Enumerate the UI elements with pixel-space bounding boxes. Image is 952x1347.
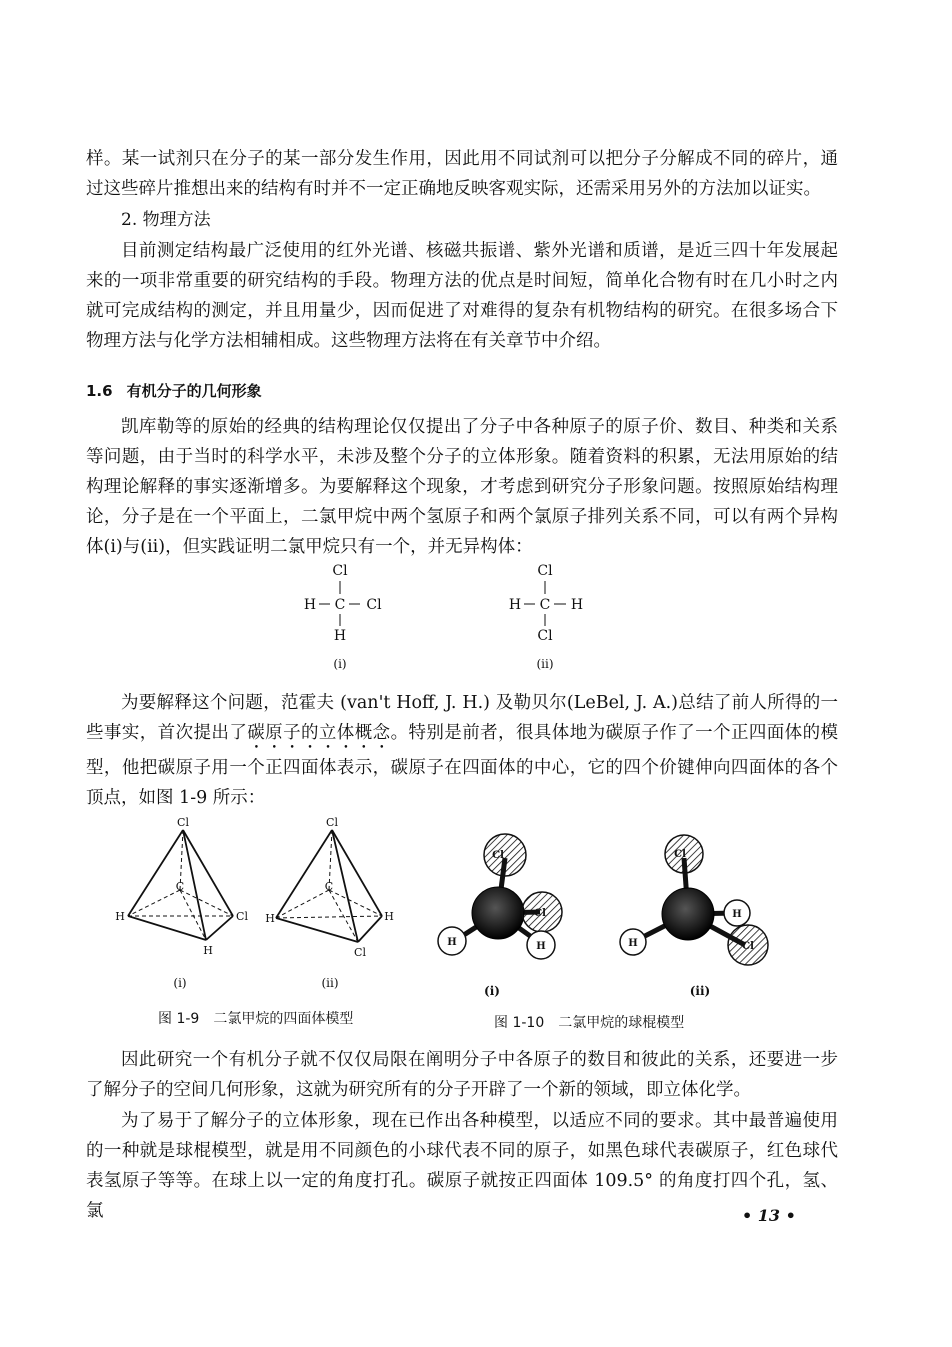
tetra-i-center: C: [175, 880, 185, 893]
ball-i-left: H: [447, 937, 457, 948]
subheading-physical-methods: 2. 物理方法: [121, 210, 211, 230]
ball-i-right: Cl: [534, 908, 546, 919]
paragraph-stereochemistry: 因此研究一个有机分子就不仅仅局限在阐明分子中各原子的数目和彼此的关系，还要进一步了解分子的空间几何形象，这就为研究所有的分子开辟了一个新的领域，即立体化学。: [86, 1050, 838, 1100]
formula-i-left: H: [303, 597, 317, 613]
ball-ii-right: H: [732, 909, 742, 920]
tetra-ii-left: H: [265, 912, 275, 925]
formula-i-bottom: H: [333, 628, 347, 644]
figure-1-9-caption: 图 1-9 二氯甲烷的四面体模型: [158, 1011, 354, 1027]
ball-ii-left: H: [628, 938, 638, 949]
formula-ii: [509, 563, 583, 671]
formula-ii-center: C: [539, 597, 551, 613]
ball-i-top: Cl: [492, 850, 504, 861]
paragraph-models: 为了易于了解分子的立体形象，现在已作出各种模型，以适应不同的要求。其中最普遍使用的一种就是球棍模型，就是用不同颜色的小球代表不同的原子，如黑色球代表碳原子，红色球代表氢原子等等。在球上以一定的角度打孔。碳原子就按正四面体 109.5° 的角度打四个孔，氢、氯: [86, 1111, 838, 1221]
tetra-i-left: H: [115, 910, 125, 923]
section-heading: [86, 380, 262, 401]
tetra-ii-center: C: [324, 880, 334, 893]
structural-formulas: [290, 560, 610, 675]
tetra-ii-bottom: Cl: [354, 946, 366, 959]
tetra-i-bottom: H: [203, 944, 213, 957]
ball-i-bottom: H: [536, 941, 546, 952]
tetra-i-label: (i): [173, 976, 187, 990]
formula-ii-right: H: [570, 597, 584, 613]
paragraph-classical-theory: 凯库勒等的原始的经典的结构理论仅仅提出了分子中各种原子的原子价、数目、种类和关系等问题，由于当时的科学水平，未涉及整个分子的立体形象。随着资料的积累，无法用原始的结构理论解释的事实逐渐增多。为要解释这个现象，才考虑到研究分子形象问题。按照原始结构理论，分子是在一个平面上，二氯甲烷中两个氢原子和两个氯原子排列关系不同，可以有两个异构体(i)与(ii)，但实践证明二氯甲烷只有一个，并无异构体：: [86, 417, 838, 557]
tetra-i-right: Cl: [236, 910, 248, 923]
emphasized-term: 碳原子的立体概念: [247, 723, 391, 743]
ball-ii-bottom: Cl: [742, 941, 754, 952]
vant-hoff-text-b: 。特别是前者，很具体地为碳原子作了一个正四面体的模型，他把碳原子用一个正四面体表示，碳原子在四面体的中心，它的四个价键伸向四面体的各个顶点，如图 1-9 所示：: [86, 723, 839, 808]
paragraph-vant-hoff: [86, 688, 838, 813]
tetra-ii-top: Cl: [326, 816, 338, 829]
paragraph-chemical-method-end: 样。某一试剂只在分子的某一部分发生作用，因此用不同试剂可以把分子分解成不同的碎片，通过这些碎片推想出来的结构有时并不一定正确地反映客观实际，还需采用另外的方法加以证实。: [86, 149, 838, 199]
figure-1-10-caption: 图 1-10 二氯甲烷的球棍模型: [494, 1015, 685, 1031]
paragraph-physical-methods: 目前测定结构最广泛使用的红外光谱、核磁共振谱、紫外光谱和质谱，是近三四十年发展起来的一项非常重要的研究结构的手段。物理方法的优点是时间短，简单化合物有时在几小时之内就可完成结构的测定，并且用量少，因而促进了对难得的复杂有机物结构的研究。在很多场合下物理方法与化学方法相辅相成。这些物理方法将在有关章节中介绍。: [86, 241, 838, 351]
formula-i-right: Cl: [366, 597, 382, 613]
ball-ii-label: (ii): [689, 984, 711, 998]
section-number: 1.6: [86, 382, 113, 400]
figures-1-9-1-10: [100, 810, 800, 1000]
vant-hoff-text-a: 为要解释这个问题，范霍夫 (van't Hoff, J. H.) 及勒贝尔(LeBel, J. A.)总结了前人所得的一些事实，首次提出了: [86, 693, 838, 743]
formula-i-label: (i): [333, 657, 347, 671]
formula-ii-left: H: [508, 597, 522, 613]
section-title: 有机分子的几何形象: [126, 382, 262, 400]
ball-ii-top: Cl: [674, 849, 686, 860]
tetra-ii-label: (ii): [321, 976, 339, 990]
ball-i-label: (i): [484, 984, 500, 998]
formula-ii-top: Cl: [537, 563, 553, 579]
formula-i-center: C: [334, 597, 346, 613]
tetra-i-top: Cl: [177, 816, 189, 829]
page-number: • 13 •: [742, 1206, 796, 1225]
formula-i-top: Cl: [332, 563, 348, 579]
formula-i: [304, 563, 382, 671]
formula-ii-label: (ii): [536, 657, 554, 671]
formula-ii-bottom: Cl: [537, 628, 553, 644]
tetra-ii-right: H: [384, 910, 394, 923]
